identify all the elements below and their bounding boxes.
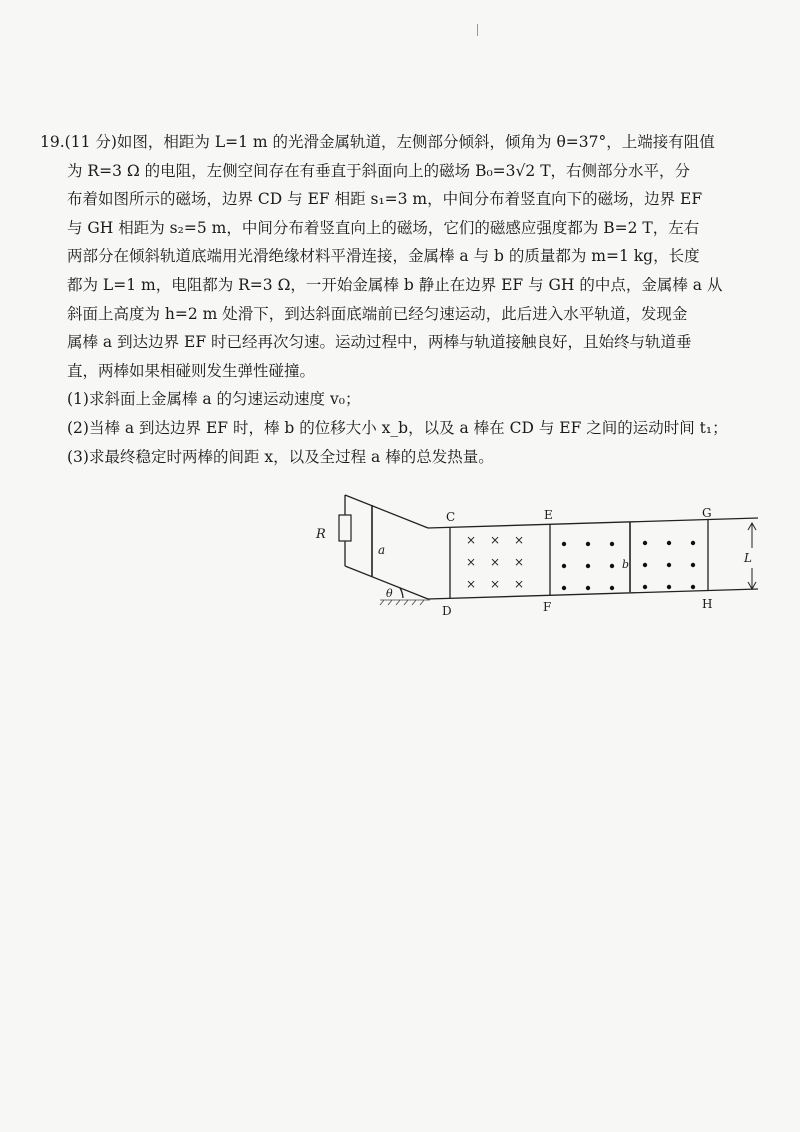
dot-mark [667,541,671,545]
sub-question-2: (2)当棒 a 到达边界 EF 时，棒 b 的位移大小 x_b，以及 a 棒在 CD 与 EF 之间的运动时间 t₁； [67,418,728,437]
label-e: E [544,508,553,522]
question-body-line-7: 斜面上高度为 h=2 m 处滑下，到达斜面底端前已经匀速运动，此后进入水平轨道，发现金 [67,304,688,323]
ground-hatch [380,600,430,605]
cross-mark: × [490,555,501,569]
label-f: F [543,600,552,614]
cross-mark: × [514,577,525,591]
label-d: D [442,604,452,618]
field-into-region [466,533,524,591]
question-body-line-8: 属棒 a 到达边界 EF 时已经再次匀速。运动过程中，两棒与轨道接触良好，且始终与轨道垂 [67,333,692,352]
cross-mark: × [514,555,525,569]
dot-mark [610,564,614,568]
dot-mark [610,542,614,546]
resistor-box [339,515,351,541]
question-body-line-3: 布着如图所示的磁场，边界 CD 与 EF 相距 s₁=3 m，中间分布着竖直向下的磁场，边界 EF [67,190,703,209]
question-body-line-5: 两部分在倾斜轨道底端用光滑绝缘材料平滑连接，金属棒 a 与 b 的质量都为 m=1 kg，长度 [67,247,700,266]
cross-mark: × [466,555,477,569]
cross-mark: × [490,533,501,547]
dot-mark [610,586,614,590]
label-c: C [446,510,456,524]
rail-magnetic-field-diagram [300,488,770,628]
page-top-mark [477,24,478,36]
question-first-line [40,128,770,157]
question-number: 19. [40,133,65,151]
cross-mark: × [466,577,477,591]
question-body-line-2: 为 R=3 Ω 的电阻，左侧空间存在有垂直于斜面向上的磁场 B₀=3√2 T，右侧部分水平，分 [67,161,691,180]
cross-mark: × [490,577,501,591]
dot-mark [586,586,590,590]
dot-mark [691,563,695,567]
dot-mark [667,585,671,589]
sub-question-3: (3)求最终稳定时两棒的间距 x，以及全过程 a 棒的总发热量。 [67,447,494,466]
dot-mark [562,542,566,546]
diagram-svg [300,488,770,628]
dot-mark [691,585,695,589]
dot-mark [691,541,695,545]
label-l: L [744,551,752,565]
cross-mark: × [466,533,477,547]
dot-mark [562,564,566,568]
label-theta: θ [386,587,393,600]
label-rod-b: b [622,558,630,571]
dot-mark [586,564,590,568]
dot-mark [643,585,647,589]
cross-mark: × [514,533,525,547]
dot-mark [667,563,671,567]
dot-mark [643,541,647,545]
dot-mark [562,586,566,590]
dot-mark [586,542,590,546]
label-h: H [702,597,713,611]
incline-rail-top [345,495,428,528]
label-rod-a: a [378,543,386,557]
question-19 [40,128,770,471]
label-r: R [316,527,326,542]
sub-question-1: (1)求斜面上金属棒 a 的匀速运动速度 v₀； [67,390,361,409]
question-body-line-1: 如图，相距为 L=1 m 的光滑金属轨道，左侧部分倾斜，倾角为 θ=37°，上端接有阻值 [116,133,715,151]
question-body-line-9: 直，两棒如果相碰则发生弹性碰撞。 [67,361,316,380]
question-body-line-4: 与 GH 相距为 s₂=5 m，中间分布着竖直向上的磁场，它们的磁感应强度都为 B=2 T，左右 [67,218,700,237]
dot-mark [643,563,647,567]
label-g: G [702,506,712,520]
question-body-line-6: 都为 L=1 m，电阻都为 R=3 Ω，一开始金属棒 b 静止在边界 EF 与 GH 的中点，金属棒 a 从 [67,275,723,294]
question-score: (11 分) [64,133,117,151]
